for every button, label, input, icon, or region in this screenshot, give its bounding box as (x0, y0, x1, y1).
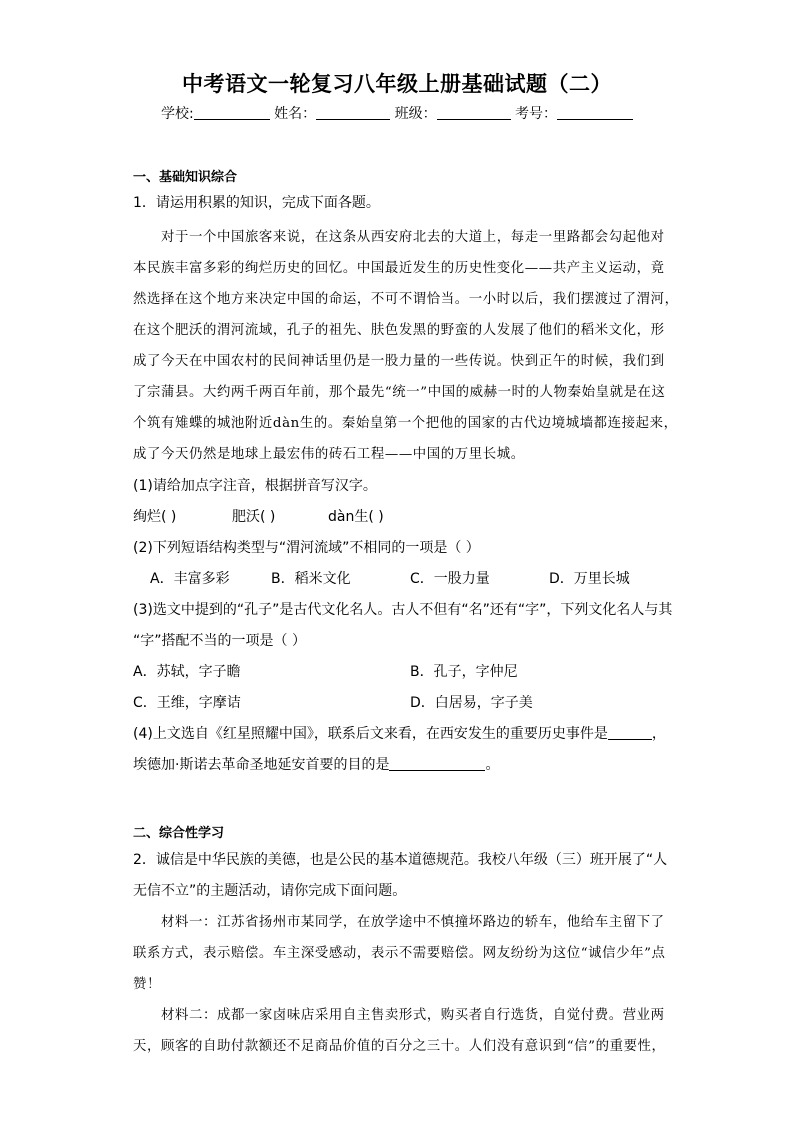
option-a[interactable]: A．丰富多彩 (150, 571, 230, 587)
passage-line: 成了今天在中国农村的民间神话里仍是一股力量的一些传说。快到正午的时候，我们到 (133, 354, 665, 369)
option-d[interactable]: D．白居易，字子美 (410, 695, 533, 711)
exam-no-blank[interactable] (557, 105, 633, 120)
passage-line: 成了今天仍然是地球上最宏伟的砖石工程——中国的万里长城。 (133, 447, 525, 462)
sub-question-4-text: (4)上文选自《红星照耀中国》，联系后文来看，在西安发生的重要历史事件是 (133, 726, 608, 742)
exam-no-label: 考号： (515, 106, 558, 122)
section-heading-integrated: 二、综合性学习 (133, 826, 225, 841)
pinyin-item[interactable]: 肥沃( ) (232, 509, 276, 525)
name-blank[interactable] (316, 105, 390, 120)
option-b[interactable]: B．稻米文化 (271, 571, 351, 587)
class-label: 班级： (394, 106, 437, 122)
sub-question-3-cont: “字”搭配不当的一项是（ ） (133, 633, 306, 649)
question-2: 2．诚信是中华民族的美德，也是公民的基本道德规范。我校八年级（三）班开展了“人 (133, 852, 668, 868)
material-line: 天，顾客的自助付款额还不足商品价值的百分之三十。人们没有意识到“信”的重要性， (133, 1039, 666, 1054)
option-b[interactable]: B．孔子，字仲尼 (410, 664, 518, 680)
option-c[interactable]: C．王维，字摩诘 (133, 695, 241, 711)
answer-blank[interactable] (608, 725, 652, 740)
page-title: 中考语文一轮复习八年级上册基础试题（二） (182, 71, 612, 96)
pinyin-item[interactable]: 绚烂( ) (133, 509, 177, 525)
sub-question-2: (2)下列短语结构类型与“渭河流域”不相同的一项是（ ） (133, 540, 480, 556)
pinyin-item[interactable]: dàn生( ) (328, 509, 384, 525)
question-2-cont: 无信不立”的主题活动，请你完成下面问题。 (133, 883, 407, 899)
passage-line: 本民族丰富多彩的绚烂历史的回忆。中国最近发生的历史性变化——共产主义运动，竟 (133, 261, 665, 276)
passage-line: 了宗蒲县。大约两千两百年前，那个最先“统一”中国的威赫一时的人物秦始皇就是在这 (133, 385, 666, 400)
material-line: 赞！ (133, 977, 161, 992)
passage-line: 在这个肥沃的渭河流域，孔子的祖先、肤色发黑的野蛮的人发展了他们的稻米文化，形 (133, 323, 665, 338)
material-line: 联系方式，表示赔偿。车主深受感动，表示不需要赔偿。网友纷纷为这位“诚信少年”点 (133, 946, 666, 961)
material-line: 材料一：江苏省扬州市某同学，在放学途中不慎撞坏路边的轿车，他给车主留下了 (161, 915, 665, 930)
section-heading-basic: 一、基础知识综合 (133, 170, 238, 185)
option-d[interactable]: D．万里长城 (549, 571, 630, 587)
passage-line: 然选择在这个地方来决定中国的命运，不可不谓恰当。一小时以后，我们摆渡过了渭河， (133, 292, 679, 307)
sub-question-1: (1)请给加点字注音，根据拼音写汉字。 (133, 478, 377, 494)
material-line: 材料二：成都一家卤味店采用自主售卖形式，购买者自行选货，自觉付费。营业两 (161, 1008, 665, 1023)
passage-line: 对于一个中国旅客来说，在这条从西安府北去的大道上，每走一里路都会勾起他对 (161, 230, 665, 245)
sub-question-4-cont (133, 754, 499, 774)
school-blank[interactable] (194, 105, 270, 120)
sub-question-4-text: 埃德加·斯诺去革命圣地延安首要的目的是 (133, 757, 390, 773)
punct: 。 (485, 757, 500, 773)
option-a[interactable]: A．苏轼，字子瞻 (133, 664, 241, 680)
passage-line: 个筑有雉蝶的城池附近dàn生的。秦始皇第一个把他的国家的古代边境城墙都连接起来， (133, 416, 678, 431)
option-c[interactable]: C．一股力量 (410, 571, 490, 587)
class-blank[interactable] (437, 105, 511, 120)
school-label: 学校: (160, 106, 194, 122)
sub-question-3: (3)选文中提到的“孔子”是古代文化名人。古人不但有“名”还有“字”，下列文化名人与其 (133, 602, 673, 618)
sub-question-4 (133, 723, 666, 743)
student-info-line (0, 103, 794, 123)
answer-blank[interactable] (389, 756, 485, 771)
question-1-intro: 1．请运用积累的知识，完成下面各题。 (133, 195, 380, 211)
name-label: 姓名： (274, 106, 317, 122)
punct: ， (651, 726, 666, 742)
